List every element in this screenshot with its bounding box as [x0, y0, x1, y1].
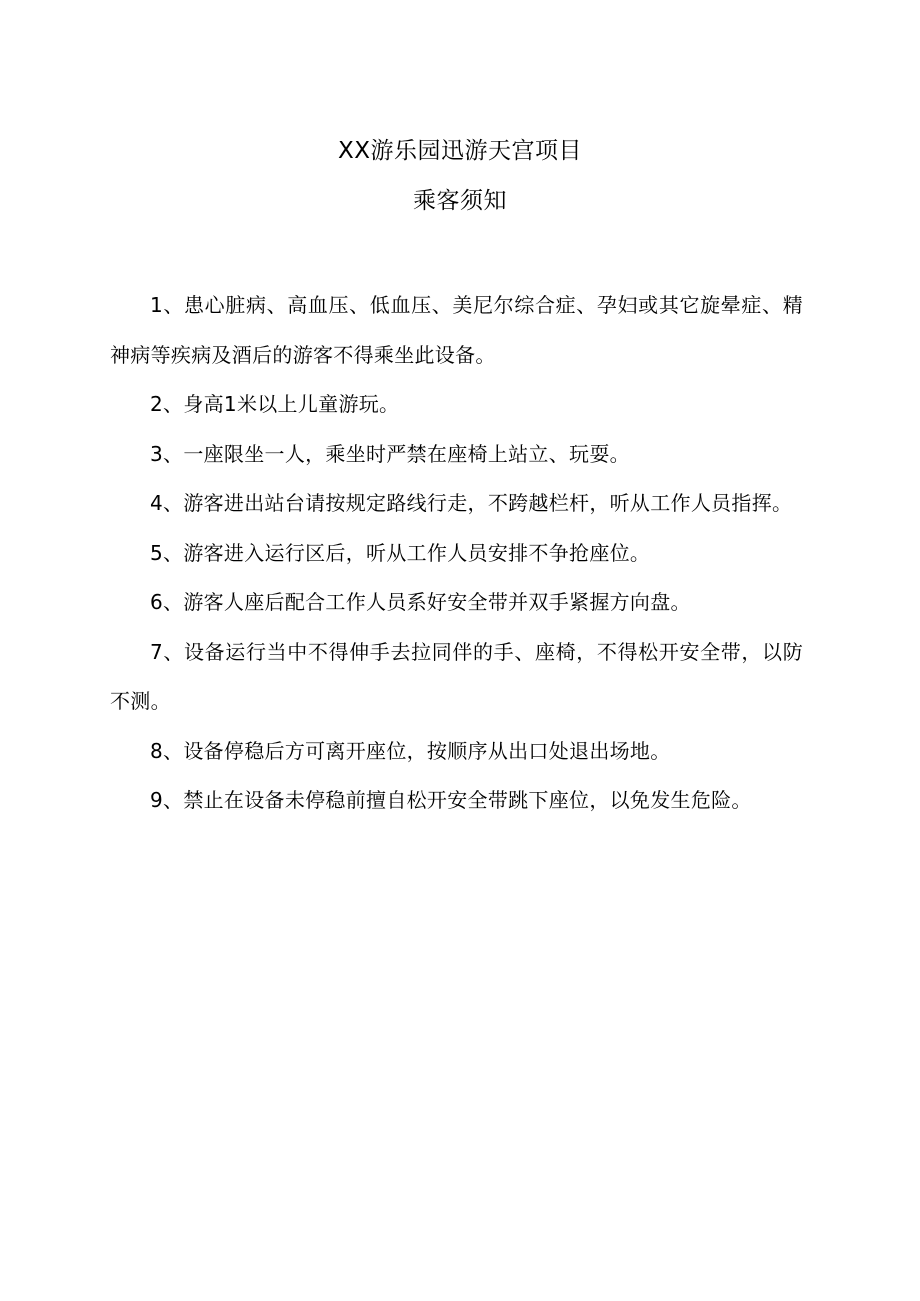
rule-item: 4、游客进出站台请按规定路线行走，不跨越栏杆，听从工作人员指挥。 [150, 491, 793, 515]
rule-item: 6、游客人座后配合工作人员系好安全带并双手紧握方向盘。 [150, 590, 691, 614]
document-title: XX游乐园迅游天宫项目 [337, 138, 582, 164]
rule-item: 2、身高1米以上儿童游玩。 [150, 392, 400, 416]
rule-item: 7、设备运行当中不得伸手去拉同伴的手、座椅，不得松开安全带，以防不测。 [110, 639, 803, 713]
rule-item: 1、患心脏病、高血压、低血压、美尼尔综合症、孕妇或其它旋晕症、精神病等疾病及酒后的游客不得乘坐此设备。 [110, 293, 803, 367]
rule-item: 8、设备停稳后方可离开座位，按顺序从出口处退出场地。 [150, 738, 671, 763]
rule-item: 9、禁止在设备未停稳前擅自松开安全带跳下座位，以免发生危险。 [150, 788, 752, 812]
rules-list [110, 281, 803, 826]
rule-item: 5、游客进入运行区后，听从工作人员安排不争抢座位。 [150, 540, 651, 565]
document-subtitle: 乘客须知 [413, 188, 507, 214]
rule-item: 3、一座限坐一人，乘坐时严禁在座椅上站立、玩耍。 [150, 441, 630, 466]
